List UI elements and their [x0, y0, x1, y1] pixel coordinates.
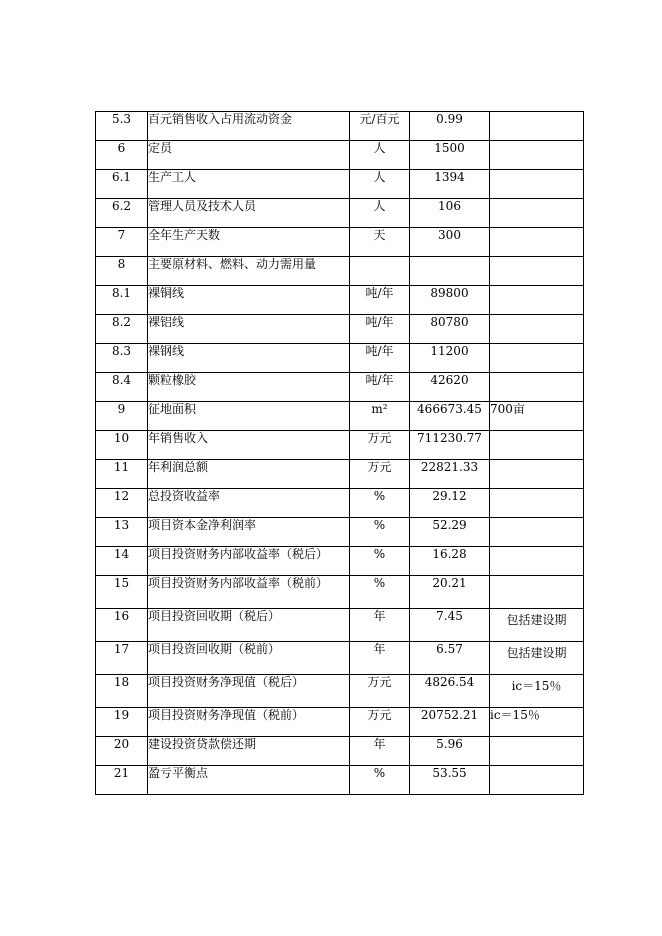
- unit-cell: 人: [350, 170, 410, 199]
- value-cell: 466673.45: [410, 402, 490, 431]
- row-number: 10: [96, 431, 148, 460]
- note-cell: [490, 112, 584, 141]
- indicator-name: 项目投资财务内部收益率（税前）: [148, 576, 350, 609]
- unit-cell: 年: [350, 737, 410, 766]
- value-cell: 7.45: [410, 609, 490, 642]
- table-row: [96, 112, 584, 141]
- value-cell: 5.96: [410, 737, 490, 766]
- indicator-name: 项目投资财务净现值（税前）: [148, 708, 350, 737]
- indicator-name: 主要原材料、燃料、动力需用量: [148, 257, 350, 286]
- row-number: 20: [96, 737, 148, 766]
- table-row: [96, 431, 584, 460]
- value-cell: 20.21: [410, 576, 490, 609]
- note-cell: [490, 489, 584, 518]
- note-cell: [490, 766, 584, 795]
- table-row: [96, 141, 584, 170]
- table-row: [96, 518, 584, 547]
- table-row: [96, 170, 584, 199]
- table-row: [96, 344, 584, 373]
- row-number: 6.2: [96, 199, 148, 228]
- indicator-table-body: [96, 112, 584, 795]
- unit-cell: %: [350, 576, 410, 609]
- indicator-name: 年销售收入: [148, 431, 350, 460]
- table-row: [96, 460, 584, 489]
- value-cell: 106: [410, 199, 490, 228]
- row-number: 15: [96, 576, 148, 609]
- value-cell: 4826.54: [410, 675, 490, 708]
- note-cell: 700亩: [490, 402, 584, 431]
- value-cell: 89800: [410, 286, 490, 315]
- table-row: [96, 737, 584, 766]
- row-number: 21: [96, 766, 148, 795]
- indicator-name: 项目投资财务内部收益率（税后）: [148, 547, 350, 576]
- indicator-name: 盈亏平衡点: [148, 766, 350, 795]
- indicator-name: 裸铜线: [148, 286, 350, 315]
- note-cell: [490, 460, 584, 489]
- table-row: [96, 228, 584, 257]
- unit-cell: %: [350, 489, 410, 518]
- row-number: 14: [96, 547, 148, 576]
- row-number: 7: [96, 228, 148, 257]
- value-cell: 11200: [410, 344, 490, 373]
- table-row: [96, 286, 584, 315]
- note-cell: [490, 344, 584, 373]
- value-cell: 1500: [410, 141, 490, 170]
- row-number: 19: [96, 708, 148, 737]
- unit-cell: 万元: [350, 431, 410, 460]
- unit-cell: 吨/年: [350, 373, 410, 402]
- row-number: 9: [96, 402, 148, 431]
- unit-cell: 天: [350, 228, 410, 257]
- row-number: 12: [96, 489, 148, 518]
- unit-cell: 年: [350, 609, 410, 642]
- value-cell: 20752.21: [410, 708, 490, 737]
- table-row: [96, 609, 584, 642]
- indicator-name: 管理人员及技术人员: [148, 199, 350, 228]
- note-cell: [490, 431, 584, 460]
- unit-cell: %: [350, 518, 410, 547]
- indicator-name: 裸钢线: [148, 344, 350, 373]
- unit-cell: %: [350, 547, 410, 576]
- table-row: [96, 257, 584, 286]
- indicator-name: 裸铝线: [148, 315, 350, 344]
- indicator-name: 百元销售收入占用流动资金: [148, 112, 350, 141]
- note-cell: ic＝15％: [490, 675, 584, 708]
- value-cell: 1394: [410, 170, 490, 199]
- row-number: 8.4: [96, 373, 148, 402]
- value-cell: 80780: [410, 315, 490, 344]
- indicator-name: 项目资本金净利润率: [148, 518, 350, 547]
- note-cell: [490, 315, 584, 344]
- value-cell: 53.55: [410, 766, 490, 795]
- note-cell: [490, 228, 584, 257]
- unit-cell: 吨/年: [350, 344, 410, 373]
- row-number: 8.1: [96, 286, 148, 315]
- indicator-name: 年利润总额: [148, 460, 350, 489]
- value-cell: 711230.77: [410, 431, 490, 460]
- note-cell: [490, 170, 584, 199]
- indicator-name: 定员: [148, 141, 350, 170]
- value-cell: 300: [410, 228, 490, 257]
- table-row: [96, 576, 584, 609]
- row-number: 16: [96, 609, 148, 642]
- indicator-name: 项目投资回收期（税前）: [148, 642, 350, 675]
- row-number: 8.2: [96, 315, 148, 344]
- unit-cell: m²: [350, 402, 410, 431]
- note-cell: [490, 737, 584, 766]
- unit-cell: 年: [350, 642, 410, 675]
- table-row: [96, 402, 584, 431]
- row-number: 6.1: [96, 170, 148, 199]
- table-row: [96, 708, 584, 737]
- unit-cell: 吨/年: [350, 286, 410, 315]
- indicator-name: 颗粒橡胶: [148, 373, 350, 402]
- unit-cell: [350, 257, 410, 286]
- value-cell: 6.57: [410, 642, 490, 675]
- note-cell: [490, 141, 584, 170]
- indicator-name: 项目投资回收期（税后）: [148, 609, 350, 642]
- table-row: [96, 675, 584, 708]
- note-cell: [490, 373, 584, 402]
- row-number: 18: [96, 675, 148, 708]
- row-number: 17: [96, 642, 148, 675]
- value-cell: 52.29: [410, 518, 490, 547]
- unit-cell: 万元: [350, 675, 410, 708]
- unit-cell: 元/百元: [350, 112, 410, 141]
- indicator-table: [95, 111, 584, 795]
- note-cell: [490, 257, 584, 286]
- unit-cell: 万元: [350, 460, 410, 489]
- indicator-name: 生产工人: [148, 170, 350, 199]
- value-cell: 22821.33: [410, 460, 490, 489]
- row-number: 6: [96, 141, 148, 170]
- row-number: 11: [96, 460, 148, 489]
- unit-cell: 吨/年: [350, 315, 410, 344]
- row-number: 8.3: [96, 344, 148, 373]
- unit-cell: %: [350, 766, 410, 795]
- indicator-name: 建设投资贷款偿还期: [148, 737, 350, 766]
- note-cell: [490, 518, 584, 547]
- value-cell: [410, 257, 490, 286]
- indicator-name: 总投资收益率: [148, 489, 350, 518]
- note-cell: 包括建设期: [490, 609, 584, 642]
- table-row: [96, 373, 584, 402]
- indicator-name: 全年生产天数: [148, 228, 350, 257]
- unit-cell: 万元: [350, 708, 410, 737]
- note-cell: ic＝15％: [490, 708, 584, 737]
- table-row: [96, 199, 584, 228]
- value-cell: 29.12: [410, 489, 490, 518]
- unit-cell: 人: [350, 141, 410, 170]
- value-cell: 16.28: [410, 547, 490, 576]
- value-cell: 0.99: [410, 112, 490, 141]
- row-number: 13: [96, 518, 148, 547]
- value-cell: 42620: [410, 373, 490, 402]
- unit-cell: 人: [350, 199, 410, 228]
- table-row: [96, 315, 584, 344]
- row-number: 5.3: [96, 112, 148, 141]
- note-cell: [490, 547, 584, 576]
- note-cell: [490, 286, 584, 315]
- table-row: [96, 766, 584, 795]
- table-row: [96, 642, 584, 675]
- note-cell: [490, 199, 584, 228]
- table-row: [96, 547, 584, 576]
- indicator-name: 征地面积: [148, 402, 350, 431]
- note-cell: [490, 576, 584, 609]
- table-row: [96, 489, 584, 518]
- indicator-name: 项目投资财务净现值（税后）: [148, 675, 350, 708]
- note-cell: 包括建设期: [490, 642, 584, 675]
- row-number: 8: [96, 257, 148, 286]
